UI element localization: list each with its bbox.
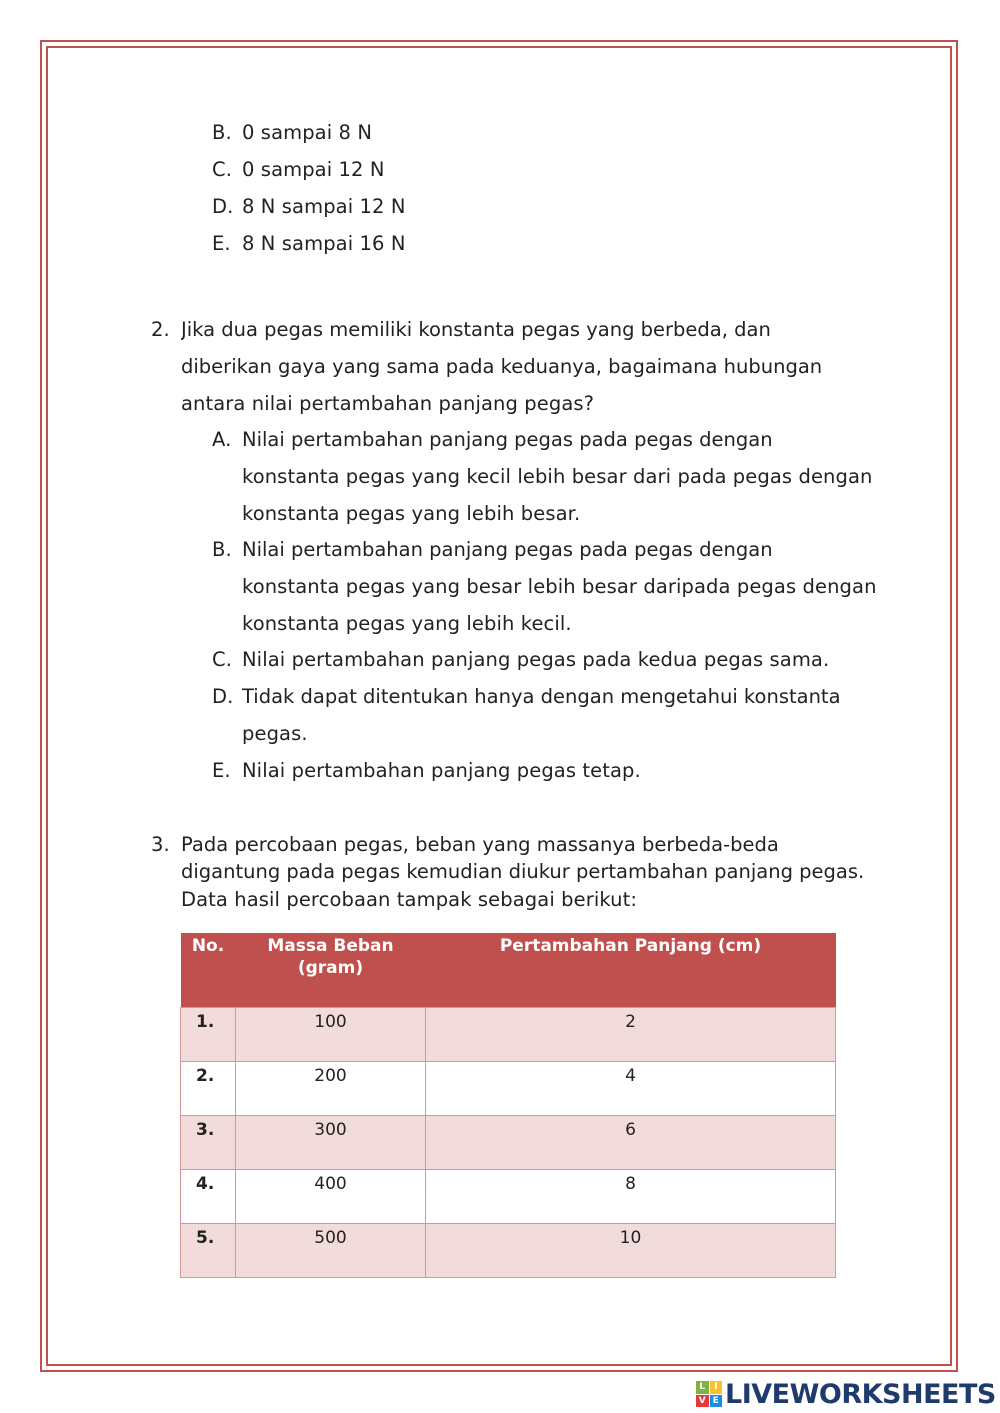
cell-massa: 300 — [236, 1116, 426, 1170]
option-letter: A. — [212, 428, 232, 451]
option-letter: B. — [212, 538, 232, 561]
q2-number: 2. — [151, 318, 170, 341]
header-massa-beban: Massa Beban (gram) — [236, 933, 426, 1008]
data-table — [180, 933, 836, 1278]
q2-text-line: antara nilai pertambahan panjang pegas? — [181, 392, 595, 415]
q1-option-d[interactable]: D. 8 N sampai 12 N — [212, 195, 406, 218]
cell-no: 4. — [181, 1170, 236, 1224]
option-text-line: konstanta pegas yang besar lebih besar daripada pegas dengan — [242, 575, 877, 598]
q3-text-line: digantung pada pegas kemudian diukur pertambahan panjang pegas. — [181, 860, 865, 883]
q3-text-line: Data hasil percobaan tampak sebagai berikut: — [181, 888, 638, 911]
cell-no: 1. — [181, 1008, 236, 1062]
table-row — [181, 1008, 836, 1062]
cell-no: 2. — [181, 1062, 236, 1116]
cell-panjang: 2 — [426, 1008, 836, 1062]
cell-panjang: 8 — [426, 1170, 836, 1224]
option-text-line: pegas. — [242, 722, 308, 745]
table-header-row — [181, 933, 836, 1008]
header-no: No. — [181, 933, 236, 1008]
option-letter: D. — [212, 685, 234, 708]
table-row — [181, 1224, 836, 1278]
option-letter: C. — [212, 648, 233, 671]
cell-massa: 500 — [236, 1224, 426, 1278]
option-letter: E. — [212, 759, 231, 782]
header-pertambahan-panjang: Pertambahan Panjang (cm) — [426, 933, 836, 1008]
option-text-line: Nilai pertambahan panjang pegas pada kedua pegas sama. — [242, 648, 830, 671]
option-text-line: Nilai pertambahan panjang pegas tetap. — [242, 759, 641, 782]
option-text-line: Nilai pertambahan panjang pegas pada pegas dengan — [242, 538, 773, 561]
q1-option-b[interactable]: B. 0 sampai 8 N — [212, 121, 373, 144]
q3-number: 3. — [151, 833, 170, 856]
q2-text-line: Jika dua pegas memiliki konstanta pegas yang berbeda, dan — [181, 318, 771, 341]
liveworksheets-logo[interactable] — [696, 1376, 996, 1412]
cell-no: 5. — [181, 1224, 236, 1278]
table-row — [181, 1170, 836, 1224]
cell-panjang: 10 — [426, 1224, 836, 1278]
q3-text-line: Pada percobaan pegas, beban yang massanya berbeda-beda — [181, 833, 779, 856]
q1-option-c[interactable]: C. 0 sampai 12 N — [212, 158, 385, 181]
table-row — [181, 1116, 836, 1170]
option-text-line: konstanta pegas yang lebih besar. — [242, 502, 581, 525]
option-text-line: konstanta pegas yang lebih kecil. — [242, 612, 572, 635]
liveworksheets-logo-text: LIVEWORKSHEETS — [725, 1378, 996, 1410]
cell-panjang: 6 — [426, 1116, 836, 1170]
cell-massa: 100 — [236, 1008, 426, 1062]
cell-no: 3. — [181, 1116, 236, 1170]
q1-option-e[interactable]: E. 8 N sampai 16 N — [212, 232, 406, 255]
table-row — [181, 1062, 836, 1116]
option-text-line: konstanta pegas yang kecil lebih besar dari pada pegas dengan — [242, 465, 873, 488]
option-text-line: Tidak dapat ditentukan hanya dengan mengetahui konstanta — [242, 685, 841, 708]
q2-text-line: diberikan gaya yang sama pada keduanya, bagaimana hubungan — [181, 355, 823, 378]
cell-massa: 200 — [236, 1062, 426, 1116]
option-text-line: Nilai pertambahan panjang pegas pada pegas dengan — [242, 428, 773, 451]
cell-panjang: 4 — [426, 1062, 836, 1116]
liveworksheets-logo-icon: L I V E — [696, 1381, 722, 1407]
cell-massa: 400 — [236, 1170, 426, 1224]
